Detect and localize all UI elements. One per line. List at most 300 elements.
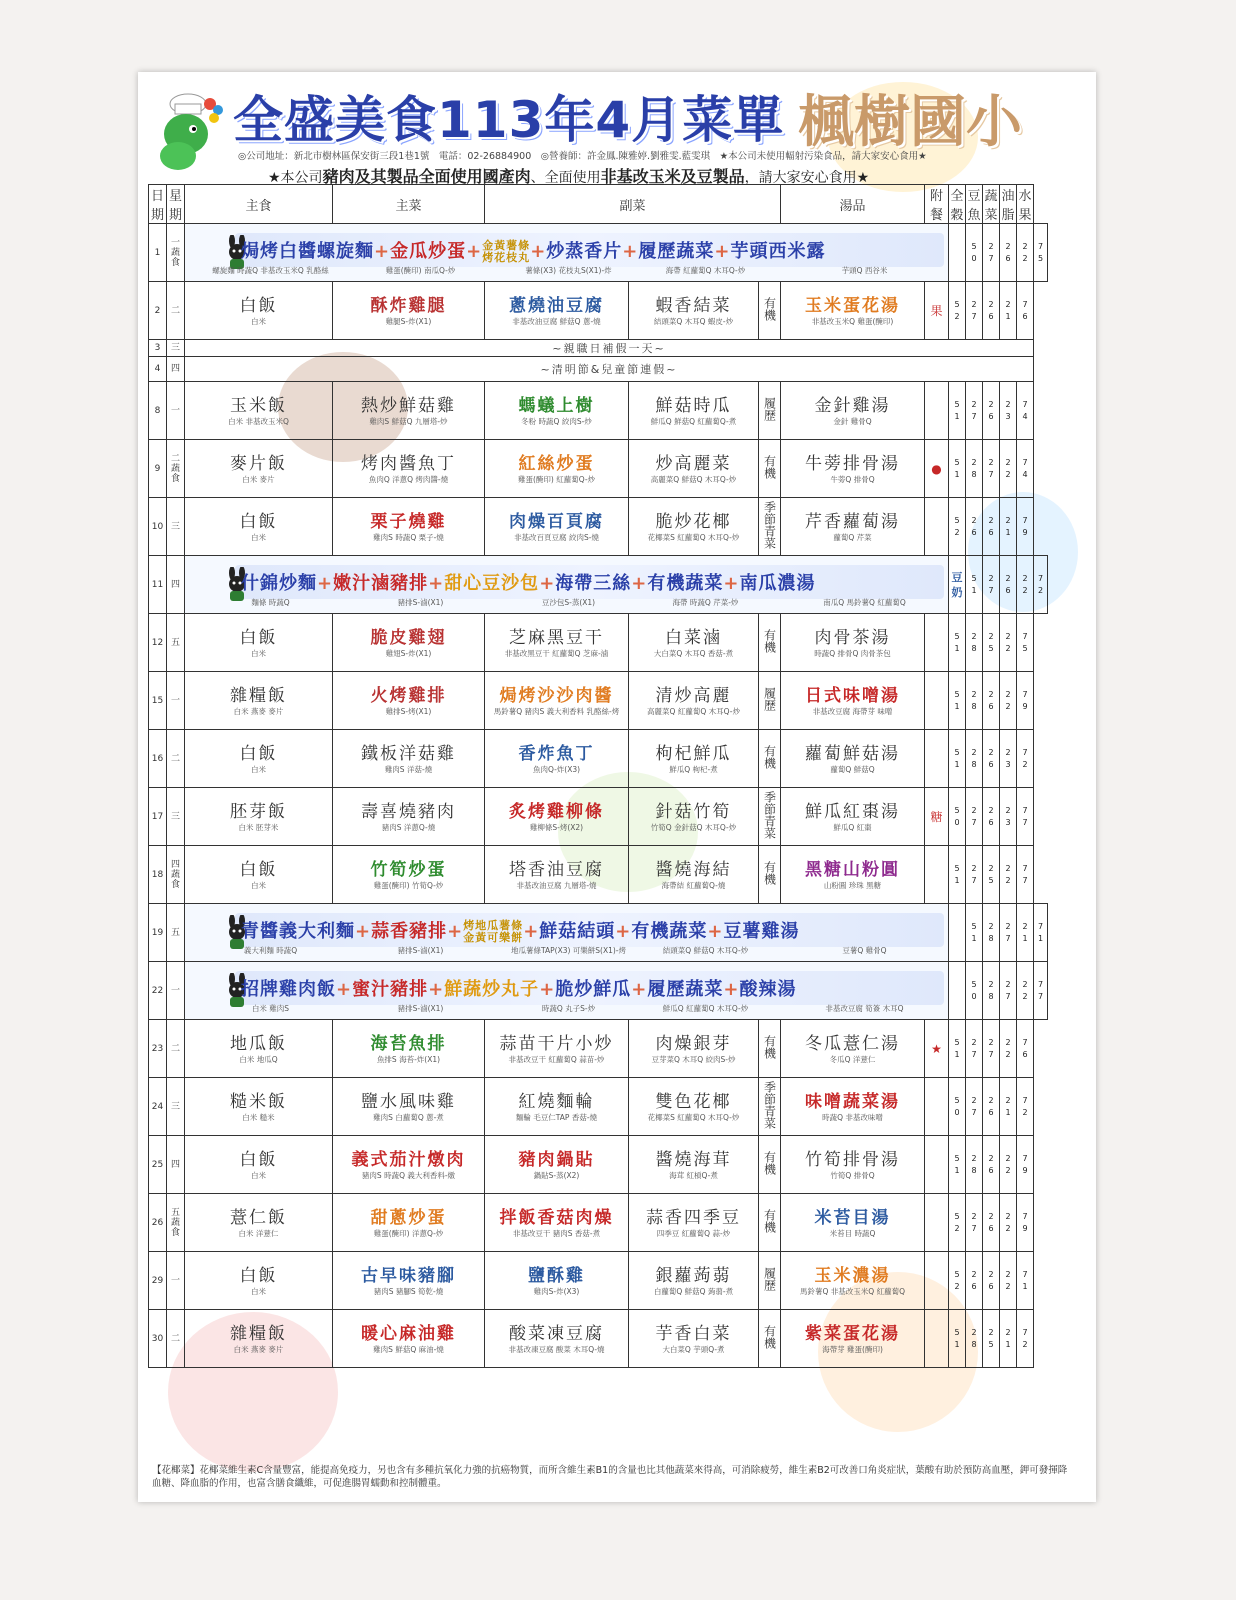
dessert-icon: 糖 [930, 810, 943, 824]
weekday: 三 [167, 1078, 185, 1136]
nutrition-digit: 5 [988, 875, 994, 885]
nutrition-value [1034, 556, 1048, 614]
nutrition-digit: 2 [971, 689, 977, 699]
side-note [925, 1136, 949, 1194]
banner-dish: 履歷蔬菜 [647, 978, 724, 1000]
weekday: 四 蔬食 [167, 846, 185, 904]
nutrition-digit: 5 [971, 573, 977, 583]
dish-name: 豬肉鍋貼 [518, 1149, 595, 1170]
nutrition-digit: 5 [954, 631, 960, 641]
day-number: 29 [149, 1252, 167, 1310]
ingredient-text: 雞柳條S-烤(X2) [529, 822, 584, 832]
ingredient-text: 白米 [251, 316, 266, 326]
nutrition-digit: 2 [988, 631, 994, 641]
staple-cell [185, 672, 333, 730]
nutrition-digit: 8 [971, 701, 977, 711]
ingredient-text: 海帶結 紅蘿蔔Q-燒 [661, 880, 726, 890]
vegetable-type-label: 履歷 [762, 687, 777, 711]
dish-name: 雜糧飯 [230, 1323, 287, 1344]
nutrition-value [966, 440, 983, 498]
ingredient-text: 白米 非基改玉米Q [228, 416, 289, 426]
weekday: 五 [167, 904, 185, 962]
day-number: 10 [149, 498, 167, 556]
nutrition-digit: 7 [971, 875, 977, 885]
ingredient-text: 鮮瓜Q 枸杞-煮 [669, 764, 718, 774]
nutrition-digit: 7 [1037, 991, 1044, 1001]
nutrition-digit: 2 [1005, 1327, 1011, 1337]
menu-row [149, 556, 1048, 614]
nutrition-digit: 2 [971, 1269, 977, 1279]
nutrition-digit: 2 [1005, 241, 1011, 251]
side-note [925, 1020, 949, 1078]
nutrition-digit: 0 [954, 1107, 960, 1117]
dish-name: 肉骨茶湯 [814, 627, 891, 648]
nutrition-digit: 7 [971, 1223, 977, 1233]
ingredient-text: 薯條(X3) 花枝丸S(X1)-炸 [525, 265, 612, 275]
nutrition-value [966, 1310, 983, 1368]
nutrition-digit: 6 [988, 817, 994, 827]
nutrition-digit: 0 [971, 253, 977, 263]
dish-name: 栗子燒雞 [370, 511, 447, 532]
nutrition-digit: 2 [988, 1211, 994, 1221]
ingredient-text: 金針 雞骨Q [833, 416, 872, 426]
nutrition-digit: 7 [1022, 457, 1028, 467]
nutrition-digit: 6 [971, 527, 977, 537]
plus-sign: + [723, 572, 740, 594]
side-dish-cell [485, 614, 629, 672]
side-dish-cell [485, 672, 629, 730]
side-note [949, 556, 966, 614]
nutrition-digit: 7 [1022, 1327, 1028, 1337]
soup-cell [781, 282, 925, 340]
nutrition-value [1000, 1310, 1017, 1368]
dish-name: 糙米飯 [230, 1091, 287, 1112]
vegetable-type-label: 季節青菜 [762, 791, 777, 839]
col-nut-1: 豆魚 [966, 185, 983, 224]
weekday: 二 蔬食 [167, 440, 185, 498]
ingredient-text: 魚肉Q-炸(X3) [532, 764, 581, 774]
nutrition-digit: 2 [1005, 631, 1011, 641]
nutrition-value [983, 614, 1000, 672]
banner-dish: 甜心豆沙包 [444, 572, 540, 594]
main-dish-cell [333, 498, 485, 556]
nutrition-digit: 2 [1022, 921, 1028, 931]
col-nut-3: 油脂 [1000, 185, 1017, 224]
nutrition-value [1034, 224, 1048, 282]
plus-sign: + [539, 978, 556, 1000]
plus-sign: + [355, 920, 372, 942]
dish-name: 白飯 [239, 859, 278, 880]
nutrition-digit: 2 [954, 1223, 960, 1233]
soup-cell [781, 1078, 925, 1136]
vegetable-cell [629, 1078, 759, 1136]
nutrition-digit: 7 [971, 1049, 977, 1059]
nutrition-digit: 2 [1022, 573, 1028, 583]
nutrition-digit: 9 [1022, 1223, 1028, 1233]
ingredient-text: 豬排S-滷(X1) [397, 945, 444, 955]
day-number: 15 [149, 672, 167, 730]
nutrition-value [966, 1194, 983, 1252]
nutrition-digit: 2 [1005, 701, 1011, 711]
nutrition-digit: 2 [1005, 469, 1011, 479]
nutrition-digit: 2 [971, 747, 977, 757]
main-dish-cell [333, 730, 485, 788]
ingredient-text: 米苔目 時蔬Q [829, 1228, 876, 1238]
nutrition-digit: 2 [988, 1327, 994, 1337]
nutrition-digit: 6 [988, 701, 994, 711]
nutrition-value [1000, 1136, 1017, 1194]
col-nut-2: 蔬菜 [983, 185, 1000, 224]
dish-name: 地瓜飯 [230, 1033, 287, 1054]
ingredient-text: 山粉圓 珍珠 黑糖 [823, 880, 882, 890]
soup-cell [781, 382, 925, 440]
main-dish-cell [333, 672, 485, 730]
menu-row [149, 962, 1048, 1020]
nutrition-digit: 9 [1022, 527, 1028, 537]
banner-dish: 芋頭西米露 [730, 240, 826, 262]
nutrition-value [1017, 498, 1034, 556]
nutrition-value [1017, 962, 1034, 1020]
nutrition-digit: 7 [1022, 399, 1028, 409]
nutrition-value [1017, 382, 1034, 440]
banner-dish: 海帶三絲 [555, 572, 632, 594]
menu-row [149, 1194, 1048, 1252]
ingredient-text: 蘿蔔Q 芹菜 [833, 532, 872, 542]
dish-name: 紫菜蛋花湯 [805, 1323, 901, 1344]
banner-dish: 金瓜炒蛋 [390, 240, 467, 262]
side-note [925, 382, 949, 440]
nutrition-value [949, 614, 966, 672]
menu-row [149, 224, 1048, 282]
ingredient-text: 雞肉S 時蔬Q 栗子-燒 [373, 532, 444, 542]
ingredient-text: 白米 [251, 1170, 266, 1180]
col-side: 副菜 [485, 185, 781, 224]
ingredient-text: 結頭菜Q 木耳Q 蝦皮-炒 [653, 316, 734, 326]
col-week: 星期 [167, 185, 185, 224]
side-note [925, 282, 949, 340]
dish-name: 蒜苗干片小炒 [499, 1033, 614, 1054]
ingredient-text: 雞肉S 鮮菇Q 麻油-燒 [373, 1344, 444, 1354]
menu-title: 全盛美食113年4月菜單 [233, 91, 785, 149]
nutrition-digit: 2 [988, 805, 994, 815]
dish-name: 枸杞鮮瓜 [655, 743, 732, 764]
nutrition-digit: 5 [988, 1339, 994, 1349]
ingredient-text: 白米 糙米 [242, 1112, 275, 1122]
ingredient-text: 非基改黑豆干 紅蘿蔔Q 芝麻-滷 [504, 648, 609, 658]
nutrition-digit: 7 [988, 469, 994, 479]
nutrition-value [966, 730, 983, 788]
nutrition-value [949, 1078, 966, 1136]
dish-name: 香炸魚丁 [518, 743, 595, 764]
ingredient-text: 牛蒡Q 排骨Q [830, 474, 875, 484]
dish-name: 黑糖山粉圓 [805, 859, 901, 880]
ingredient-text: 豬肉S 洋蔥Q-燒 [381, 822, 436, 832]
special-meal-banner [185, 904, 949, 962]
soup-cell [781, 1310, 925, 1368]
weekday: 五 [167, 614, 185, 672]
ingredient-text: 鮮瓜Q 紅蘿蔔Q 木耳Q-炒 [662, 1003, 749, 1013]
dish-name: 甜蔥炒蛋 [370, 1207, 447, 1228]
nutrition-value [983, 1194, 1000, 1252]
nutrition-digit: 6 [1005, 253, 1011, 263]
ingredient-text: 海帶 紅蘿蔔Q 木耳Q-炒 [665, 265, 746, 275]
nutrition-digit: 2 [1022, 979, 1028, 989]
menu-row [149, 1078, 1048, 1136]
ingredient-text: 大白菜Q 芋頭Q-煮 [662, 1344, 725, 1354]
nutrition-digit: 2 [971, 399, 977, 409]
nutrition-digit: 2 [1022, 1339, 1028, 1349]
banner-dish: 金黃薯條 烤花枝丸 [482, 238, 531, 264]
ingredient-text: 非基改豆干 豬肉S 香菇-煮 [512, 1228, 601, 1238]
vegetable-cell [629, 614, 759, 672]
ingredient-text: 豆芽菜Q 木耳Q 絞肉S-炒 [651, 1054, 736, 1064]
nutrition-digit: 2 [988, 1153, 994, 1163]
nutrition-digit: 2 [988, 747, 994, 757]
nutrition-value [983, 788, 1000, 846]
vegetable-type [759, 730, 781, 788]
side-note [925, 788, 949, 846]
nutrition-value [949, 1136, 966, 1194]
nutrition-digit: 2 [971, 1095, 977, 1105]
ingredient-text: 高麗菜Q 紅蘿蔔Q 木耳Q-炒 [647, 706, 740, 716]
nutrition-value [1017, 1078, 1034, 1136]
nutrition-tip: 【花椰菜】花椰菜維生素C含量豐富，能提高免疫力，另也含有多種抗氧化力強的抗癌物質，而所含維生素B1的含量也比其他蔬菜來得高，可消除疲勞，維生素B2可改善口角炎症狀，葉酸有助於預防高血壓，鉀可發揮降血糖、降血脂的作用，也富含膳食纖維，可促進腸胃蠕動和控制體重。 [152, 1465, 1068, 1489]
dish-name: 味噌蔬菜湯 [805, 1091, 901, 1112]
nutrition-digit: 5 [954, 1095, 960, 1105]
banner-dishes [241, 569, 815, 595]
nutrition-digit: 2 [988, 863, 994, 873]
ingredient-text: 馬鈴薯Q 非基改玉米Q 紅蘿蔔Q [800, 1286, 905, 1296]
nutrition-digit: 7 [1005, 933, 1011, 943]
dish-name: 醬燒海結 [655, 859, 732, 880]
nutrition-digit: 5 [1037, 253, 1044, 263]
vegetable-type [759, 282, 781, 340]
plus-sign: + [631, 978, 648, 1000]
dish-name: 蒜香四季豆 [646, 1207, 741, 1228]
menu-row [149, 730, 1048, 788]
ingredient-text: 花椰菜S 紅蘿蔔Q 木耳Q-炒 [647, 1112, 740, 1122]
vegetable-type-label: 有機 [762, 1035, 777, 1059]
weekday: 四 [167, 556, 185, 614]
weekday: 一 蔬食 [167, 224, 185, 282]
dish-name: 芹香蘿蔔湯 [805, 511, 901, 532]
ingredient-text: 非基改油豆腐 鮮菇Q 蔥-燒 [512, 316, 601, 326]
day-number: 12 [149, 614, 167, 672]
nutrition-digit: 3 [1005, 411, 1011, 421]
weekday: 四 [167, 1136, 185, 1194]
vegetable-cell [629, 846, 759, 904]
nutrition-digit: 5 [954, 1153, 960, 1163]
nutrition-digit: 1 [971, 933, 977, 943]
dish-name: 玉米蛋花湯 [805, 295, 901, 316]
menu-row [149, 1020, 1048, 1078]
dish-name: 焗烤沙沙肉醬 [499, 685, 614, 706]
nutrition-value [1000, 730, 1017, 788]
ingredient-text: 白米 地瓜Q [239, 1054, 278, 1064]
nutrition-value [966, 1078, 983, 1136]
banner-dish: 履歷蔬菜 [638, 240, 715, 262]
weekday: 二 [167, 1020, 185, 1078]
nutrition-digit: 1 [954, 411, 960, 421]
nutrition-digit: 6 [988, 1281, 994, 1291]
day-number: 3 [149, 340, 167, 357]
ingredient-text: 芋頭Q 西谷米 [841, 265, 888, 275]
nutrition-digit: 5 [954, 747, 960, 757]
plus-sign: + [707, 920, 724, 942]
weekday: 二 [167, 282, 185, 340]
nutrition-value [1034, 962, 1048, 1020]
ingredient-text: 白米 [251, 880, 266, 890]
dish-name: 白飯 [239, 511, 278, 532]
weekday: 一 [167, 962, 185, 1020]
ingredient-text: 鍋貼S-蒸(X2) [533, 1170, 580, 1180]
weekday: 一 [167, 672, 185, 730]
nutrition-digit: 6 [988, 411, 994, 421]
dish-name: 金針雞湯 [814, 395, 891, 416]
nutrition-value [966, 1136, 983, 1194]
nutrition-digit: 2 [1005, 689, 1011, 699]
col-main: 主菜 [333, 185, 485, 224]
banner-dishes [241, 975, 796, 1001]
nutrition-digit: 6 [988, 311, 994, 321]
menu-row [149, 382, 1048, 440]
note-text: 豆奶 [951, 570, 963, 599]
ingredient-text: 海茸 紅槓Q-煮 [669, 1170, 718, 1180]
nutrition-digit: 7 [988, 585, 994, 595]
nutrition-value [949, 382, 966, 440]
side-note [925, 1252, 949, 1310]
banner-dish: 脆炒鮮瓜 [555, 978, 632, 1000]
side-note [925, 498, 949, 556]
vegetable-type [759, 1078, 781, 1136]
nutrition-digit: 7 [988, 253, 994, 263]
vegetable-type [759, 1252, 781, 1310]
nutrition-digit: 1 [954, 1049, 960, 1059]
dish-name: 蔥燒油豆腐 [509, 295, 604, 316]
nutrition-value [1000, 556, 1017, 614]
vegetable-type [759, 1310, 781, 1368]
nutrition-digit: 3 [1005, 817, 1011, 827]
plus-sign: + [714, 240, 731, 262]
soup-cell [781, 614, 925, 672]
ingredient-text: 螺旋麵 時蔬Q 非基改玉米Q 乳酪絲 [212, 265, 329, 275]
dish-name: 芝麻黑豆干 [509, 627, 604, 648]
dish-name: 白飯 [239, 1265, 278, 1286]
menu-table [148, 184, 1048, 1368]
nutrition-value [1000, 788, 1017, 846]
vegetable-type-label: 履歷 [762, 397, 777, 421]
nutrition-digit: 6 [971, 1281, 977, 1291]
staple-cell [185, 1310, 333, 1368]
dish-name: 炙烤雞柳條 [509, 801, 604, 822]
menu-row [149, 1136, 1048, 1194]
plus-sign: + [447, 920, 464, 942]
special-meal-banner [185, 224, 949, 282]
nutrition-digit: 2 [988, 573, 994, 583]
nutrition-digit: 2 [1005, 747, 1011, 757]
nutrition-digit: 2 [1005, 643, 1011, 653]
dish-name: 鹽酥雞 [528, 1265, 585, 1286]
vegetable-type-label: 有機 [762, 455, 777, 479]
nutrition-digit: 2 [971, 457, 977, 467]
nutrition-digit: 2 [1005, 1223, 1011, 1233]
vegetable-type [759, 672, 781, 730]
nutrition-digit: 2 [988, 457, 994, 467]
nutrition-digit: 5 [1022, 643, 1028, 653]
soup-cell [781, 788, 925, 846]
nutrition-value [966, 614, 983, 672]
ingredient-text: 雞蛋(醃印) 洋蔥Q-炒 [373, 1228, 444, 1238]
side-note [949, 962, 966, 1020]
col-note: 附餐 [925, 185, 949, 224]
nutrition-value [1017, 614, 1034, 672]
nutrition-value [1017, 1020, 1034, 1078]
staple-cell [185, 382, 333, 440]
side-dish-cell [485, 846, 629, 904]
nutrition-digit: 2 [988, 921, 994, 931]
ingredient-text: 非基改油豆腐 九層塔-燒 [516, 880, 597, 890]
vegetable-type [759, 440, 781, 498]
nutrition-digit: 2 [1005, 1095, 1011, 1105]
banner-ingredients [185, 597, 948, 610]
dish-name: 炒高麗菜 [655, 453, 732, 474]
main-dish-cell [333, 846, 485, 904]
col-staple: 主食 [185, 185, 333, 224]
ingredient-text: 竹筍Q 排骨Q [830, 1170, 875, 1180]
ingredient-text: 四季豆 紅蘿蔔Q 蒜-炒 [656, 1228, 731, 1238]
nutrition-digit: 2 [1005, 299, 1011, 309]
nutrition-value [1000, 962, 1017, 1020]
nutrition-digit: 7 [1037, 573, 1044, 583]
menu-row [149, 672, 1048, 730]
dish-name: 酥炸雞腿 [370, 295, 447, 316]
ingredient-text: 非基改豆干 紅蘿蔔Q 蒜苗-炒 [508, 1054, 605, 1064]
nutrition-digit: 2 [971, 299, 977, 309]
day-number: 19 [149, 904, 167, 962]
ingredient-text: 海帶芽 雞蛋(醃印) [822, 1344, 883, 1354]
weekday: 三 [167, 788, 185, 846]
nutrition-value [1017, 788, 1034, 846]
nutrition-value [983, 556, 1000, 614]
nutrition-digit: 7 [1022, 631, 1028, 641]
nutrition-digit: 7 [1022, 1037, 1028, 1047]
nutrition-digit: 6 [988, 527, 994, 537]
ingredient-text: 白米 燕麥 麥片 [233, 1344, 284, 1354]
nutrition-digit: 7 [1022, 805, 1028, 815]
day-number: 22 [149, 962, 167, 1020]
nutrition-digit: 8 [971, 1339, 977, 1349]
nutrition-digit: 2 [988, 299, 994, 309]
staple-cell [185, 282, 333, 340]
nutrition-value [1000, 846, 1017, 904]
menu-row [149, 904, 1048, 962]
banner-dish: 蒜香豬排 [371, 920, 448, 942]
plus-sign: + [523, 920, 540, 942]
dish-name: 白菜滷 [665, 627, 722, 648]
main-dish-cell [333, 1020, 485, 1078]
side-dish-cell [485, 730, 629, 788]
nutrition-value [1000, 1020, 1017, 1078]
dish-name: 紅燒麵輪 [518, 1091, 595, 1112]
dish-name: 竹筍炒蛋 [370, 859, 447, 880]
nutrition-digit: 9 [1022, 701, 1028, 711]
nutrition-value [983, 282, 1000, 340]
side-note [925, 440, 949, 498]
nutrition-digit: 2 [1005, 1049, 1011, 1059]
nutrition-digit: 5 [954, 805, 960, 815]
dish-name: 義式茄汁燉肉 [351, 1149, 466, 1170]
day-number: 4 [149, 357, 167, 382]
